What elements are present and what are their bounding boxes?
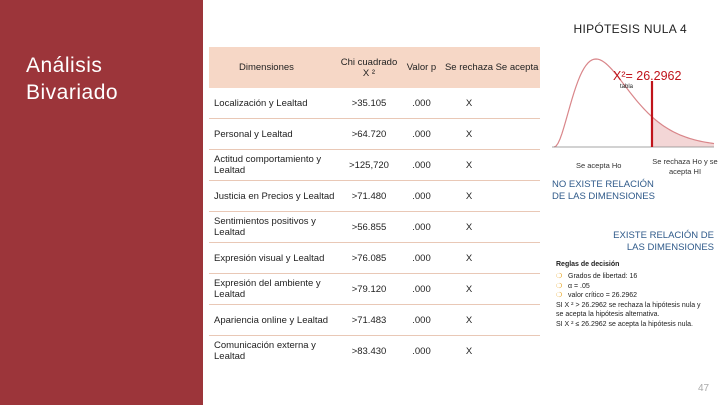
- table-row: [209, 212, 540, 243]
- table-row: [209, 150, 540, 181]
- row-accept: [494, 243, 540, 274]
- row-p: .000: [399, 181, 444, 212]
- slide-title: HIPÓTESIS NULA 4: [573, 22, 687, 36]
- tabla-label: tabla: [620, 84, 634, 90]
- row-p: .000: [399, 305, 444, 336]
- row-chi: >35.105: [351, 97, 387, 109]
- sidebar-title-line2: Bivariado: [26, 81, 119, 104]
- row-accept: [494, 274, 540, 305]
- row-dimension: Actitud comportamiento y Lealtad: [209, 150, 339, 181]
- table-row: [209, 243, 540, 274]
- row-chi: >83.430: [339, 336, 399, 367]
- row-reject: X: [444, 243, 494, 274]
- row-reject: X: [444, 305, 494, 336]
- row-accept: [494, 150, 540, 181]
- row-p: .000: [399, 336, 444, 367]
- rules-title: Reglas de decisión: [556, 261, 620, 268]
- row-accept: [494, 305, 540, 336]
- bullet-icon: ❍: [556, 282, 563, 290]
- relation-text: EXISTE RELACIÓN DE LAS DIMENSIONES: [613, 230, 714, 253]
- sidebar-panel: [0, 0, 203, 405]
- sidebar-title-line1: Análisis: [26, 54, 103, 77]
- header-p: Valor p: [399, 47, 444, 88]
- header-dimensions: Dimensiones: [209, 47, 339, 88]
- table-row: [209, 119, 540, 150]
- reject-region-label: Se rechaza Ho y se acepta HI: [652, 157, 718, 176]
- row-accept: [494, 88, 540, 119]
- row-reject: X: [444, 212, 494, 243]
- dimensions-table: [209, 47, 540, 366]
- accept-region-label: Se acepta Ho: [576, 161, 622, 170]
- row-p: .000: [399, 119, 444, 150]
- row-chi: >71.483: [339, 305, 399, 336]
- row-p: .000: [399, 274, 444, 305]
- row-dimension: Expresión del ambiente y Lealtad: [209, 274, 339, 305]
- row-p: .000: [412, 97, 431, 109]
- rule-bullet: ❍ Grados de libertad: 16: [556, 273, 638, 280]
- rule-reject: SI X ² > 26.2962 se rechaza la hipótesis nula y se acepta la hipótesis alternativa.: [556, 301, 701, 319]
- row-chi: >76.085: [339, 243, 399, 274]
- row-dimension: Expresión visual y Lealtad: [209, 243, 339, 274]
- row-reject: X: [444, 336, 494, 367]
- row-accept: [494, 212, 540, 243]
- table-row: [209, 88, 540, 119]
- rule-accept: SI X ² ≤ 26.2962 se acepta la hipótesis nula.: [556, 320, 693, 328]
- chi-square-svg: [548, 45, 718, 173]
- row-dimension: Comunicación externa y Lealtad: [209, 336, 339, 367]
- row-reject: X: [444, 274, 494, 305]
- page-number: 47: [698, 383, 710, 394]
- rule-bullet: ❍ valor crítico = 26.2962: [556, 292, 638, 300]
- header-chi: Chi cuadrado X ²: [339, 47, 399, 88]
- rule-bullet: ❍ α = .05: [556, 282, 590, 290]
- no-relation-text: NO EXISTE RELACIÓN DE LAS DIMENSIONES: [552, 179, 655, 202]
- chi-square-chart: [548, 45, 718, 173]
- table-row: [209, 305, 540, 336]
- row-p: .000: [399, 150, 444, 181]
- row-accept: [494, 336, 540, 367]
- row-reject: X: [444, 119, 494, 150]
- table-row: [209, 181, 540, 212]
- row-accept: [494, 181, 540, 212]
- header-accept: Se acepta: [494, 47, 540, 88]
- row-accept: [494, 119, 540, 150]
- row-reject: X: [444, 181, 494, 212]
- table-row: [209, 274, 540, 305]
- table-row: [209, 336, 540, 367]
- row-chi: >125,720: [339, 150, 399, 181]
- row-dimension: Sentimientos positivos y Lealtad: [209, 212, 339, 243]
- row-chi: >64.720: [339, 119, 399, 150]
- row-dimension: Apariencia online y Lealtad: [209, 305, 339, 336]
- row-chi: >79.120: [339, 274, 399, 305]
- sidebar-title: [26, 52, 196, 106]
- header-reject: Se rechaza: [444, 47, 494, 88]
- row-reject: X: [444, 150, 494, 181]
- table-header-row: [209, 47, 540, 88]
- bullet-icon: ❍: [556, 273, 563, 280]
- row-chi: >56.855: [339, 212, 399, 243]
- row-p: .000: [399, 243, 444, 274]
- row-reject: X: [465, 97, 473, 109]
- decision-rules: [556, 272, 706, 330]
- chi-value-label: X²= 26.2962: [613, 69, 682, 83]
- row-dimension: Justicia en Precios y Lealtad: [209, 181, 339, 212]
- row-dimension: Personal y Lealtad: [209, 119, 339, 150]
- row-p: .000: [399, 212, 444, 243]
- row-dimension: Localización y Lealtad: [214, 97, 308, 109]
- row-chi: >71.480: [339, 181, 399, 212]
- bullet-icon: ❍: [556, 292, 563, 300]
